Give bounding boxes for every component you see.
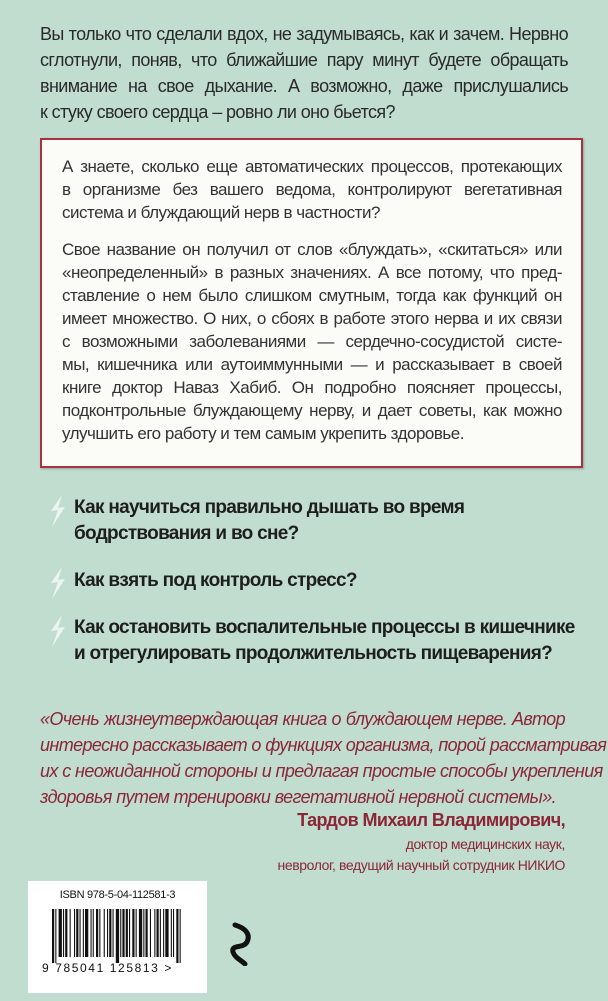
box-line: мы, кишечника или аутоиммунными — и рассказывает в своей: [62, 355, 562, 374]
barcode-bar: [116, 909, 119, 963]
barcode-bar: [139, 909, 142, 957]
quote-line: их с неожиданной стороны и предлагая простые способы укрепления: [40, 761, 603, 781]
barcode-bar: [76, 909, 78, 957]
isbn-number: ISBN 978-5-04-112581-3: [59, 889, 176, 901]
barcode-bar: [99, 909, 100, 957]
box-line: «неопределенный» в разных значениях. А все потому, что пред-: [62, 263, 562, 282]
box-line: Свое название он получил от слов «блуждать», «скитаться» или: [62, 240, 562, 259]
barcode-bar: [154, 909, 155, 957]
intro-line: внимание на свое дыхание. А возможно, даже прислушались: [40, 76, 568, 96]
description-box: [40, 138, 583, 468]
box-line: система и блуждающий нерв в частности?: [62, 203, 380, 222]
barcode-bars: [52, 909, 184, 963]
barcode-bar: [74, 909, 75, 957]
box-line: с возможными заболеваниями — сердечно-сосудистой систе-: [62, 332, 562, 351]
barcode-bar: [129, 909, 130, 957]
barcode-digits: 9 785041 125813 >: [42, 961, 173, 975]
box-line: подконтрольные блуждающему нерву, и дает советы, как можно: [62, 401, 562, 420]
barcode-bar: [107, 909, 108, 957]
barcode-bar: [122, 909, 124, 957]
barcode-bar: [93, 909, 94, 957]
intro-line: Вы только что сделали вдох, не задумываясь, как и зачем. Нервно: [40, 24, 568, 44]
barcode-bar: [132, 909, 134, 957]
bullet-text: Как научиться правильно дышать во время: [74, 497, 465, 518]
barcode-bar: [109, 909, 111, 957]
box-line: ставление о нем было слишком смутным, тогда как функций он: [62, 286, 562, 305]
barcode-bar: [59, 909, 62, 957]
barcode-bar: [143, 909, 144, 957]
barcode-bar: [85, 909, 88, 957]
barcode-bar: [146, 909, 148, 957]
quote-line: «Очень жизнеутверждающая книга о блуждающем нерве. Автор: [40, 709, 565, 729]
box-line: книге доктор Наваз Хабиб. Он подробно поясняет процессы,: [62, 378, 562, 397]
barcode-bar: [163, 909, 164, 957]
barcode-bar: [70, 909, 71, 957]
intro-line: сглотнули, поняв, что ближайшие пару минут будете обращать: [40, 50, 568, 70]
bullet-text: и отрегулировать продолжительность пищеварения?: [74, 643, 553, 664]
barcode-bar: [165, 909, 168, 957]
isbn-barcode: [28, 881, 207, 993]
barcode-bar: [120, 909, 121, 957]
author-credential: невролог, ведущий научный сотрудник НИКИО: [277, 857, 565, 873]
barcode-bar: [55, 909, 56, 963]
bullet-text: бодрствования и во сне?: [74, 523, 299, 544]
barcode-bar: [96, 909, 98, 957]
barcode-bar: [63, 909, 64, 957]
quote-line: интересно рассказывает о функциях организма, порой рассматривая: [40, 735, 607, 755]
box-line: улучшить его работу и тем самым укрепить здоровье.: [62, 424, 464, 443]
quote-line: здоровья путем тренировки вегетативной нервной системы».: [40, 787, 557, 807]
quote-author: Тардов Михаил Владимирович,: [297, 810, 565, 830]
barcode-bar: [171, 909, 172, 957]
box-line: в организме без вашего ведома, контролируют вегетативная: [62, 180, 562, 199]
barcode-bar: [160, 909, 161, 957]
box-line: А знаете, сколько еще автоматических процессов, протекающих: [62, 157, 562, 176]
author-credential: доктор медицинских наук,: [405, 836, 565, 852]
barcode-bar: [91, 909, 92, 957]
barcode-bar: [150, 909, 151, 957]
barcode-bar: [104, 909, 105, 957]
barcode-bar: [157, 909, 159, 957]
bullet-text: Как взять под контроль стресс?: [74, 570, 357, 591]
barcode-bar: [180, 909, 181, 963]
barcode-bar: [173, 909, 174, 957]
barcode-bar: [136, 909, 137, 957]
intro-line: к стуку своего сердца – ровно ли оно бьется?: [40, 102, 395, 122]
barcode-bar: [176, 909, 178, 963]
barcode-bar: [65, 909, 67, 957]
bullet-text: Как остановить воспалительные процессы в кишечнике: [74, 617, 575, 638]
barcode-bar: [52, 909, 54, 963]
barcode-bar: [83, 909, 84, 957]
publisher-logo-icon: [225, 922, 255, 971]
barcode-bar: [80, 909, 81, 957]
barcode-bar: [126, 909, 128, 957]
box-line: имеет множество. О них, о сбоях в работе этого нерва и их связи: [62, 309, 562, 328]
barcode-bar: [113, 909, 114, 957]
